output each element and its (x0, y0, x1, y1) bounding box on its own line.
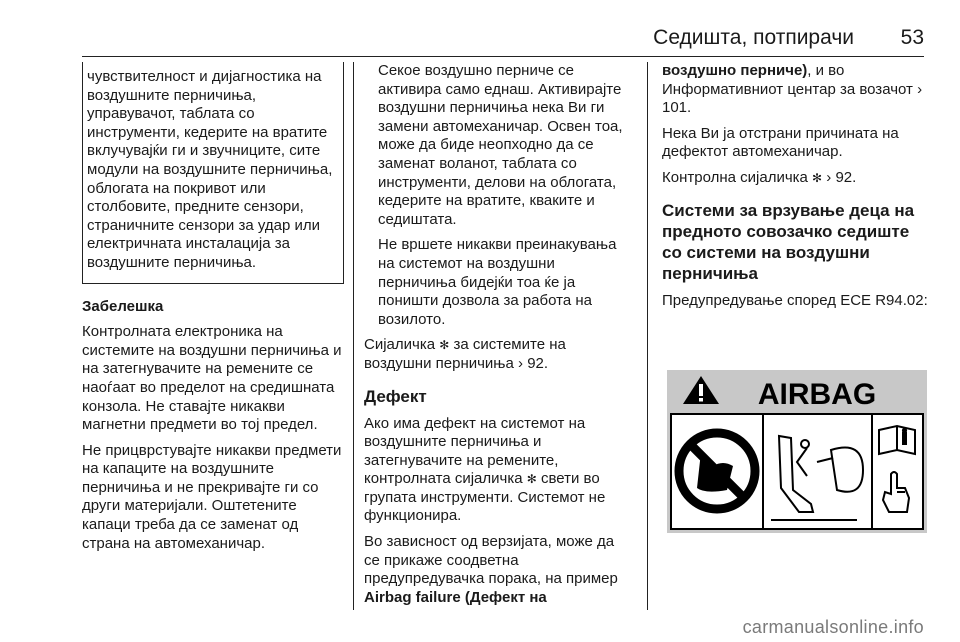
column-1 (82, 62, 344, 560)
heading-child-restraint: Системи за врзување деца на предното совозачко седиште со системи на воздушни перничиња (662, 200, 915, 283)
airbag-lamp-icon: ✻ (439, 338, 450, 353)
note-paragraph-1: Контролната електроника на системите на воздушни перничиња и на затегнувачите на ремените се наоѓаат во пределот на средишната конзола. Не ставајте никакви магнетни предмети во тој предел. (82, 323, 342, 434)
page-ref-icon: › (518, 354, 524, 372)
warning-box-text: чувствителност и дијагностика на воздушните перничиња, управувачот, таблата со инструменти, кедерите на вратите вклучувајќи ги и звучниците, сите модули на воздушните перничиња, облогата на покривот или столбовите, предните сензори, страничните сензори за удар или електричната инсталација за воздушните перничиња. (87, 68, 333, 271)
col2-paragraph-3: Сијаличка ✻ за системите на воздушни перничиња › 92. (364, 336, 566, 372)
page-ref-icon: › (917, 80, 923, 98)
airbag-lamp-icon: ✻ (812, 170, 823, 185)
col3-paragraph-3: Контролна сијаличка ✻ › 92. (662, 168, 857, 186)
header-rule (82, 56, 924, 57)
airbag-label-graphic (667, 370, 927, 533)
heading-defect: Дефект (364, 386, 427, 406)
label-title: AIRBAG (757, 378, 877, 411)
col3-paragraph-1: воздушно перниче), и во Информативниот центар за возачот › 101. (662, 62, 923, 117)
page-ref: 101. (662, 99, 692, 117)
watermark: carmanualsonline.info (742, 617, 924, 637)
airbag-warning-label (667, 370, 927, 533)
page-header (0, 0, 960, 58)
column-3 (662, 62, 930, 317)
continued-warning (364, 62, 634, 329)
col2-paragraph-2: Не вршете никакви преинакувања на системот на воздушни перничиња бидејќи тоа ќе ја поништи дозвола за работа на возилото. (378, 236, 617, 328)
col2-paragraph-4: Ако има дефект на системот на воздушните перничиња и затегнувачите на ремените, контролната сијаличка ✻ свети во групата инструменти. Системот не функционира. (364, 414, 606, 525)
col3-paragraph-4: Предупредување според ECE R94.02: (662, 291, 928, 309)
page-ref-icon: › (826, 168, 832, 186)
col3-paragraph-2: Нека Ви ја отстрани причината на дефектот автомеханичар. (662, 124, 899, 161)
section-title: Седишта, потпирачи (653, 26, 854, 49)
page-ref: 92. (835, 168, 857, 186)
warning-box (82, 62, 344, 284)
col2-paragraph-1: Секое воздушно перниче се активира само еднаш. Активирајте воздушни перничиња нека Ви ги замени автомеханичар. Освен тоа, може да биде неопходно да се заменат воланот, таблата со инструменти, делови на облогата, кедерите на вратите, кваките и седиштата. (378, 62, 623, 228)
column-divider-1 (353, 62, 354, 610)
page-number: 53 (900, 26, 924, 49)
column-2 (364, 62, 634, 614)
airbag-lamp-icon: ✻ (526, 472, 537, 487)
page-ref: 92. (527, 354, 549, 372)
airbag-failure-message: Airbag failure (Дефект на (364, 588, 547, 606)
note-title: Забелешка (82, 297, 164, 315)
note-paragraph-2: Не прицврстувајте никакви предмети на капаците на воздушните перничиња и не прекривајте ги со други материјали. Оштетените капаци треба да се заменат од страна на автомеханичар. (82, 441, 342, 552)
column-divider-2 (647, 62, 648, 610)
col2-paragraph-5: Во зависност од верзијата, може да се прикаже соодветна предупредувачка порака, на пример Airbag failure (Дефект на (364, 533, 618, 606)
